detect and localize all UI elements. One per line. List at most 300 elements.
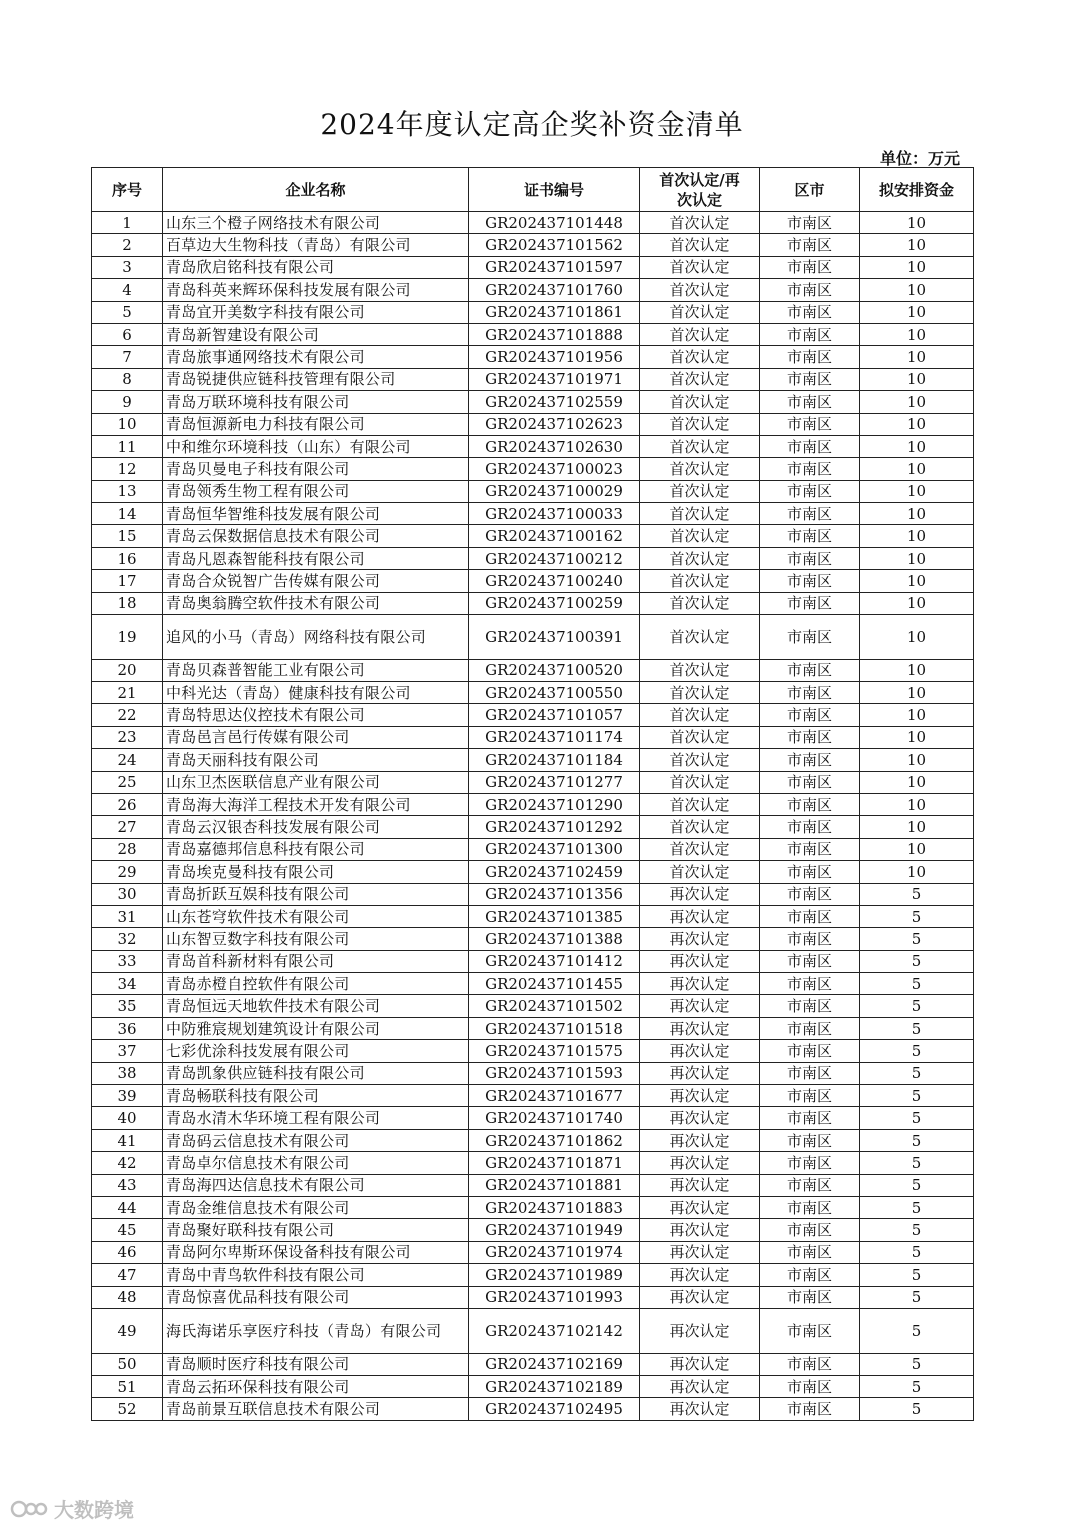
logo-icon (10, 1496, 50, 1522)
certification-type: 再次认定 (640, 1152, 760, 1174)
certificate-number: GR202437101871 (469, 1152, 640, 1174)
company-name: 山东苍穹软件技术有限公司 (163, 905, 469, 927)
table-row (92, 1264, 974, 1286)
funding-amount: 5 (860, 1040, 974, 1062)
row-index: 51 (92, 1375, 163, 1397)
funding-amount: 5 (860, 1107, 974, 1129)
funding-amount: 5 (860, 1353, 974, 1375)
row-index: 41 (92, 1129, 163, 1151)
company-name: 青岛首科新材料有限公司 (163, 950, 469, 972)
table-row (92, 659, 974, 681)
certification-type: 首次认定 (640, 503, 760, 525)
certification-type: 再次认定 (640, 973, 760, 995)
row-index: 33 (92, 950, 163, 972)
table-row (92, 1353, 974, 1375)
certificate-number: GR202437101888 (469, 323, 640, 345)
certification-type: 再次认定 (640, 1308, 760, 1353)
certificate-number: GR202437102189 (469, 1375, 640, 1397)
row-index: 14 (92, 503, 163, 525)
funding-amount: 10 (860, 615, 974, 660)
company-name: 青岛云保数据信息技术有限公司 (163, 525, 469, 547)
district: 市南区 (760, 1241, 860, 1263)
company-name: 青岛凯象供应链科技有限公司 (163, 1062, 469, 1084)
funding-amount: 5 (860, 1241, 974, 1263)
header-certificate-number: 证书编号 (469, 168, 640, 212)
page-title: 2024年度认定高企奖补资金清单 (320, 108, 744, 141)
district: 市南区 (760, 704, 860, 726)
table-row (92, 301, 974, 323)
row-index: 1 (92, 212, 163, 234)
company-name: 青岛恒源新电力科技有限公司 (163, 413, 469, 435)
company-name: 青岛新智建设有限公司 (163, 323, 469, 345)
table-row (92, 1062, 974, 1084)
funding-amount: 10 (860, 212, 974, 234)
company-name: 青岛宜开美数字科技有限公司 (163, 301, 469, 323)
certification-type: 首次认定 (640, 413, 760, 435)
district: 市南区 (760, 1107, 860, 1129)
certificate-number: GR202437100240 (469, 570, 640, 592)
company-name: 青岛码云信息技术有限公司 (163, 1129, 469, 1151)
company-name: 青岛折跃互娱科技有限公司 (163, 883, 469, 905)
table-row (92, 682, 974, 704)
district: 市南区 (760, 1062, 860, 1084)
district: 市南区 (760, 323, 860, 345)
company-name: 青岛赤橙自控软件有限公司 (163, 973, 469, 995)
district: 市南区 (760, 458, 860, 480)
certification-type: 再次认定 (640, 1017, 760, 1039)
funding-amount: 10 (860, 704, 974, 726)
company-name: 青岛欣启铭科技有限公司 (163, 256, 469, 278)
row-index: 37 (92, 1040, 163, 1062)
table-row (92, 435, 974, 457)
table-row (92, 1107, 974, 1129)
funding-amount: 5 (860, 1085, 974, 1107)
table-row (92, 1152, 974, 1174)
certificate-number: GR202437101575 (469, 1040, 640, 1062)
certificate-number: GR202437101292 (469, 816, 640, 838)
table-row (92, 1219, 974, 1241)
row-index: 6 (92, 323, 163, 345)
certification-type: 首次认定 (640, 659, 760, 681)
table-row (92, 1241, 974, 1263)
district: 市南区 (760, 547, 860, 569)
company-name: 青岛金维信息技术有限公司 (163, 1197, 469, 1219)
company-name: 青岛贝森普智能工业有限公司 (163, 659, 469, 681)
district: 市南区 (760, 615, 860, 660)
district: 市南区 (760, 570, 860, 592)
district: 市南区 (760, 413, 860, 435)
row-index: 4 (92, 279, 163, 301)
table-row (92, 570, 974, 592)
company-name: 青岛特思达仪控技术有限公司 (163, 704, 469, 726)
table-row (92, 503, 974, 525)
funding-amount: 5 (860, 1062, 974, 1084)
certificate-number: GR202437102630 (469, 435, 640, 457)
company-name: 青岛海四达信息技术有限公司 (163, 1174, 469, 1196)
company-name: 中科光达（青岛）健康科技有限公司 (163, 682, 469, 704)
certification-type: 再次认定 (640, 995, 760, 1017)
row-index: 42 (92, 1152, 163, 1174)
table-row (92, 391, 974, 413)
certification-type: 首次认定 (640, 256, 760, 278)
row-index: 18 (92, 592, 163, 614)
row-index: 9 (92, 391, 163, 413)
district: 市南区 (760, 883, 860, 905)
table-row (92, 323, 974, 345)
row-index: 7 (92, 346, 163, 368)
district: 市南区 (760, 1308, 860, 1353)
company-name: 青岛云拓环保科技有限公司 (163, 1375, 469, 1397)
subsidy-table (91, 167, 974, 1421)
district: 市南区 (760, 1085, 860, 1107)
certification-type: 首次认定 (640, 704, 760, 726)
certificate-number: GR202437101290 (469, 793, 640, 815)
certification-type: 首次认定 (640, 592, 760, 614)
certificate-number: GR202437101677 (469, 1085, 640, 1107)
certificate-number: GR202437101861 (469, 301, 640, 323)
row-index: 44 (92, 1197, 163, 1219)
company-name: 青岛邑言邑行传媒有限公司 (163, 726, 469, 748)
district: 市南区 (760, 659, 860, 681)
certification-type: 再次认定 (640, 1085, 760, 1107)
table-row (92, 1085, 974, 1107)
district: 市南区 (760, 905, 860, 927)
company-name: 青岛埃克曼科技有限公司 (163, 861, 469, 883)
header-index: 序号 (92, 168, 163, 212)
certificate-number: GR202437101949 (469, 1219, 640, 1241)
company-name: 青岛天丽科技有限公司 (163, 749, 469, 771)
company-name: 青岛贝曼电子科技有限公司 (163, 458, 469, 480)
funding-amount: 5 (860, 1129, 974, 1151)
row-index: 30 (92, 883, 163, 905)
company-name: 青岛合众锐智广告传媒有限公司 (163, 570, 469, 592)
table-row (92, 1398, 974, 1420)
certificate-number: GR202437100391 (469, 615, 640, 660)
funding-amount: 10 (860, 682, 974, 704)
district: 市南区 (760, 279, 860, 301)
row-index: 10 (92, 413, 163, 435)
table-row (92, 458, 974, 480)
table-row (92, 726, 974, 748)
table-row (92, 1017, 974, 1039)
funding-amount: 5 (860, 1152, 974, 1174)
certification-type: 再次认定 (640, 928, 760, 950)
company-name: 百草边大生物科技（青岛）有限公司 (163, 234, 469, 256)
certification-type: 首次认定 (640, 234, 760, 256)
company-name: 山东卫杰医联信息产业有限公司 (163, 771, 469, 793)
certificate-number: GR202437101740 (469, 1107, 640, 1129)
table-row (92, 995, 974, 1017)
table-row (92, 749, 974, 771)
certificate-number: GR202437102459 (469, 861, 640, 883)
district: 市南区 (760, 1197, 860, 1219)
row-index: 28 (92, 838, 163, 860)
district: 市南区 (760, 256, 860, 278)
funding-amount: 5 (860, 1308, 974, 1353)
certification-type: 再次认定 (640, 1241, 760, 1263)
certification-type: 首次认定 (640, 525, 760, 547)
certificate-number: GR202437101593 (469, 1062, 640, 1084)
row-index: 34 (92, 973, 163, 995)
funding-amount: 10 (860, 592, 974, 614)
certificate-number: GR202437101518 (469, 1017, 640, 1039)
certification-type: 再次认定 (640, 1353, 760, 1375)
funding-amount: 5 (860, 950, 974, 972)
district: 市南区 (760, 726, 860, 748)
certification-type: 再次认定 (640, 1062, 760, 1084)
row-index: 45 (92, 1219, 163, 1241)
funding-amount: 10 (860, 726, 974, 748)
certification-type: 再次认定 (640, 905, 760, 927)
funding-amount: 10 (860, 503, 974, 525)
certificate-number: GR202437101956 (469, 346, 640, 368)
certification-type: 再次认定 (640, 1197, 760, 1219)
company-name: 青岛凡恩森智能科技有限公司 (163, 547, 469, 569)
certification-type: 首次认定 (640, 570, 760, 592)
funding-amount: 10 (860, 368, 974, 390)
row-index: 52 (92, 1398, 163, 1420)
certificate-number: GR202437101388 (469, 928, 640, 950)
table-row (92, 1308, 974, 1353)
certificate-number: GR202437100162 (469, 525, 640, 547)
district: 市南区 (760, 435, 860, 457)
funding-amount: 5 (860, 883, 974, 905)
certification-type: 再次认定 (640, 1375, 760, 1397)
row-index: 26 (92, 793, 163, 815)
district: 市南区 (760, 816, 860, 838)
header-district: 区市 (760, 168, 860, 212)
funding-amount: 5 (860, 1017, 974, 1039)
certification-type: 再次认定 (640, 883, 760, 905)
table-row (92, 592, 974, 614)
certification-type: 首次认定 (640, 547, 760, 569)
certification-type: 首次认定 (640, 301, 760, 323)
company-name: 青岛云汉银杏科技发展有限公司 (163, 816, 469, 838)
funding-amount: 10 (860, 256, 974, 278)
certification-type: 首次认定 (640, 346, 760, 368)
district: 市南区 (760, 503, 860, 525)
certification-type: 再次认定 (640, 1129, 760, 1151)
district: 市南区 (760, 346, 860, 368)
funding-amount: 10 (860, 570, 974, 592)
certificate-number: GR202437101448 (469, 212, 640, 234)
row-index: 19 (92, 615, 163, 660)
district: 市南区 (760, 682, 860, 704)
row-index: 38 (92, 1062, 163, 1084)
table-row (92, 480, 974, 502)
district: 市南区 (760, 301, 860, 323)
funding-amount: 10 (860, 480, 974, 502)
company-name: 海氏海诺乐享医疗科技（青岛）有限公司 (163, 1308, 469, 1353)
funding-amount: 10 (860, 391, 974, 413)
certification-type: 首次认定 (640, 615, 760, 660)
table-row (92, 1129, 974, 1151)
certification-type: 首次认定 (640, 749, 760, 771)
district: 市南区 (760, 1264, 860, 1286)
table-row (92, 704, 974, 726)
row-index: 39 (92, 1085, 163, 1107)
district: 市南区 (760, 1375, 860, 1397)
company-name: 中和维尔环境科技（山东）有限公司 (163, 435, 469, 457)
watermark-text: 大数跨境 (54, 1498, 134, 1522)
funding-amount: 10 (860, 234, 974, 256)
certification-type: 再次认定 (640, 1174, 760, 1196)
certificate-number: GR202437101277 (469, 771, 640, 793)
watermark (10, 1494, 134, 1523)
funding-amount: 5 (860, 1219, 974, 1241)
table-row (92, 973, 974, 995)
district: 市南区 (760, 1129, 860, 1151)
row-index: 50 (92, 1353, 163, 1375)
row-index: 47 (92, 1264, 163, 1286)
district: 市南区 (760, 771, 860, 793)
row-index: 5 (92, 301, 163, 323)
certification-type: 再次认定 (640, 950, 760, 972)
funding-amount: 10 (860, 547, 974, 569)
row-index: 23 (92, 726, 163, 748)
row-index: 22 (92, 704, 163, 726)
district: 市南区 (760, 973, 860, 995)
table-row (92, 413, 974, 435)
certification-type: 首次认定 (640, 793, 760, 815)
company-name: 青岛海大海洋工程技术开发有限公司 (163, 793, 469, 815)
row-index: 46 (92, 1241, 163, 1263)
table-row (92, 346, 974, 368)
district: 市南区 (760, 861, 860, 883)
district: 市南区 (760, 1286, 860, 1308)
certification-type: 首次认定 (640, 838, 760, 860)
certificate-number: GR202437101989 (469, 1264, 640, 1286)
certificate-number: GR202437101502 (469, 995, 640, 1017)
company-name: 青岛领秀生物工程有限公司 (163, 480, 469, 502)
certification-type: 首次认定 (640, 279, 760, 301)
company-name: 山东智豆数字科技有限公司 (163, 928, 469, 950)
certificate-number: GR202437100029 (469, 480, 640, 502)
funding-amount: 10 (860, 458, 974, 480)
certificate-number: GR202437100259 (469, 592, 640, 614)
funding-amount: 10 (860, 816, 974, 838)
table-row (92, 838, 974, 860)
table-row (92, 547, 974, 569)
table-body (92, 212, 974, 1421)
certificate-number: GR202437101993 (469, 1286, 640, 1308)
row-index: 20 (92, 659, 163, 681)
funding-amount: 10 (860, 323, 974, 345)
funding-amount: 5 (860, 995, 974, 1017)
row-index: 2 (92, 234, 163, 256)
district: 市南区 (760, 1398, 860, 1420)
company-name: 青岛顺时医疗科技有限公司 (163, 1353, 469, 1375)
funding-amount: 10 (860, 838, 974, 860)
district: 市南区 (760, 793, 860, 815)
row-index: 43 (92, 1174, 163, 1196)
funding-amount: 10 (860, 301, 974, 323)
company-name: 青岛中青鸟软件科技有限公司 (163, 1264, 469, 1286)
row-index: 40 (92, 1107, 163, 1129)
company-name: 青岛前景互联信息技术有限公司 (163, 1398, 469, 1420)
certification-type: 首次认定 (640, 726, 760, 748)
district: 市南区 (760, 1219, 860, 1241)
certification-type: 首次认定 (640, 816, 760, 838)
funding-amount: 5 (860, 1174, 974, 1196)
district: 市南区 (760, 995, 860, 1017)
company-name: 青岛嘉德邦信息科技有限公司 (163, 838, 469, 860)
funding-amount: 5 (860, 928, 974, 950)
funding-amount: 10 (860, 861, 974, 883)
certificate-number: GR202437101184 (469, 749, 640, 771)
table-header-row (92, 168, 974, 212)
funding-amount: 5 (860, 1375, 974, 1397)
district: 市南区 (760, 838, 860, 860)
funding-amount: 10 (860, 525, 974, 547)
certificate-number: GR202437100550 (469, 682, 640, 704)
funding-amount: 10 (860, 279, 974, 301)
table-row (92, 1174, 974, 1196)
unit-label: 单位：万元 (879, 149, 960, 168)
district: 市南区 (760, 480, 860, 502)
certificate-number: GR202437100023 (469, 458, 640, 480)
certificate-number: GR202437102169 (469, 1353, 640, 1375)
table-row (92, 905, 974, 927)
row-index: 15 (92, 525, 163, 547)
certificate-number: GR202437101974 (469, 1241, 640, 1263)
row-index: 11 (92, 435, 163, 457)
company-name: 青岛聚好联科技有限公司 (163, 1219, 469, 1241)
funding-amount: 10 (860, 749, 974, 771)
company-name: 青岛卓尔信息技术有限公司 (163, 1152, 469, 1174)
table-row (92, 1286, 974, 1308)
table-row (92, 256, 974, 278)
table-row (92, 368, 974, 390)
row-index: 16 (92, 547, 163, 569)
table-row (92, 861, 974, 883)
certification-type: 再次认定 (640, 1286, 760, 1308)
table-row (92, 1197, 974, 1219)
row-index: 24 (92, 749, 163, 771)
funding-amount: 10 (860, 771, 974, 793)
funding-amount: 5 (860, 1197, 974, 1219)
table-row (92, 793, 974, 815)
certification-type: 首次认定 (640, 861, 760, 883)
certificate-number: GR202437102559 (469, 391, 640, 413)
row-index: 13 (92, 480, 163, 502)
funding-amount: 5 (860, 973, 974, 995)
company-name: 山东三个橙子网络技术有限公司 (163, 212, 469, 234)
certification-type: 再次认定 (640, 1264, 760, 1286)
company-name: 青岛惊喜优品科技有限公司 (163, 1286, 469, 1308)
company-name: 青岛畅联科技有限公司 (163, 1085, 469, 1107)
certificate-number: GR202437101455 (469, 973, 640, 995)
row-index: 31 (92, 905, 163, 927)
district: 市南区 (760, 928, 860, 950)
district: 市南区 (760, 749, 860, 771)
company-name: 青岛阿尔卑斯环保设备科技有限公司 (163, 1241, 469, 1263)
certification-type: 首次认定 (640, 391, 760, 413)
certification-type: 再次认定 (640, 1219, 760, 1241)
certificate-number: GR202437101883 (469, 1197, 640, 1219)
funding-amount: 10 (860, 413, 974, 435)
certification-type: 首次认定 (640, 435, 760, 457)
row-index: 8 (92, 368, 163, 390)
header-funding: 拟安排资金 (860, 168, 974, 212)
table-row (92, 212, 974, 234)
certificate-number: GR202437102623 (469, 413, 640, 435)
row-index: 25 (92, 771, 163, 793)
row-index: 32 (92, 928, 163, 950)
certificate-number: GR202437101412 (469, 950, 640, 972)
row-index: 21 (92, 682, 163, 704)
table-row (92, 816, 974, 838)
